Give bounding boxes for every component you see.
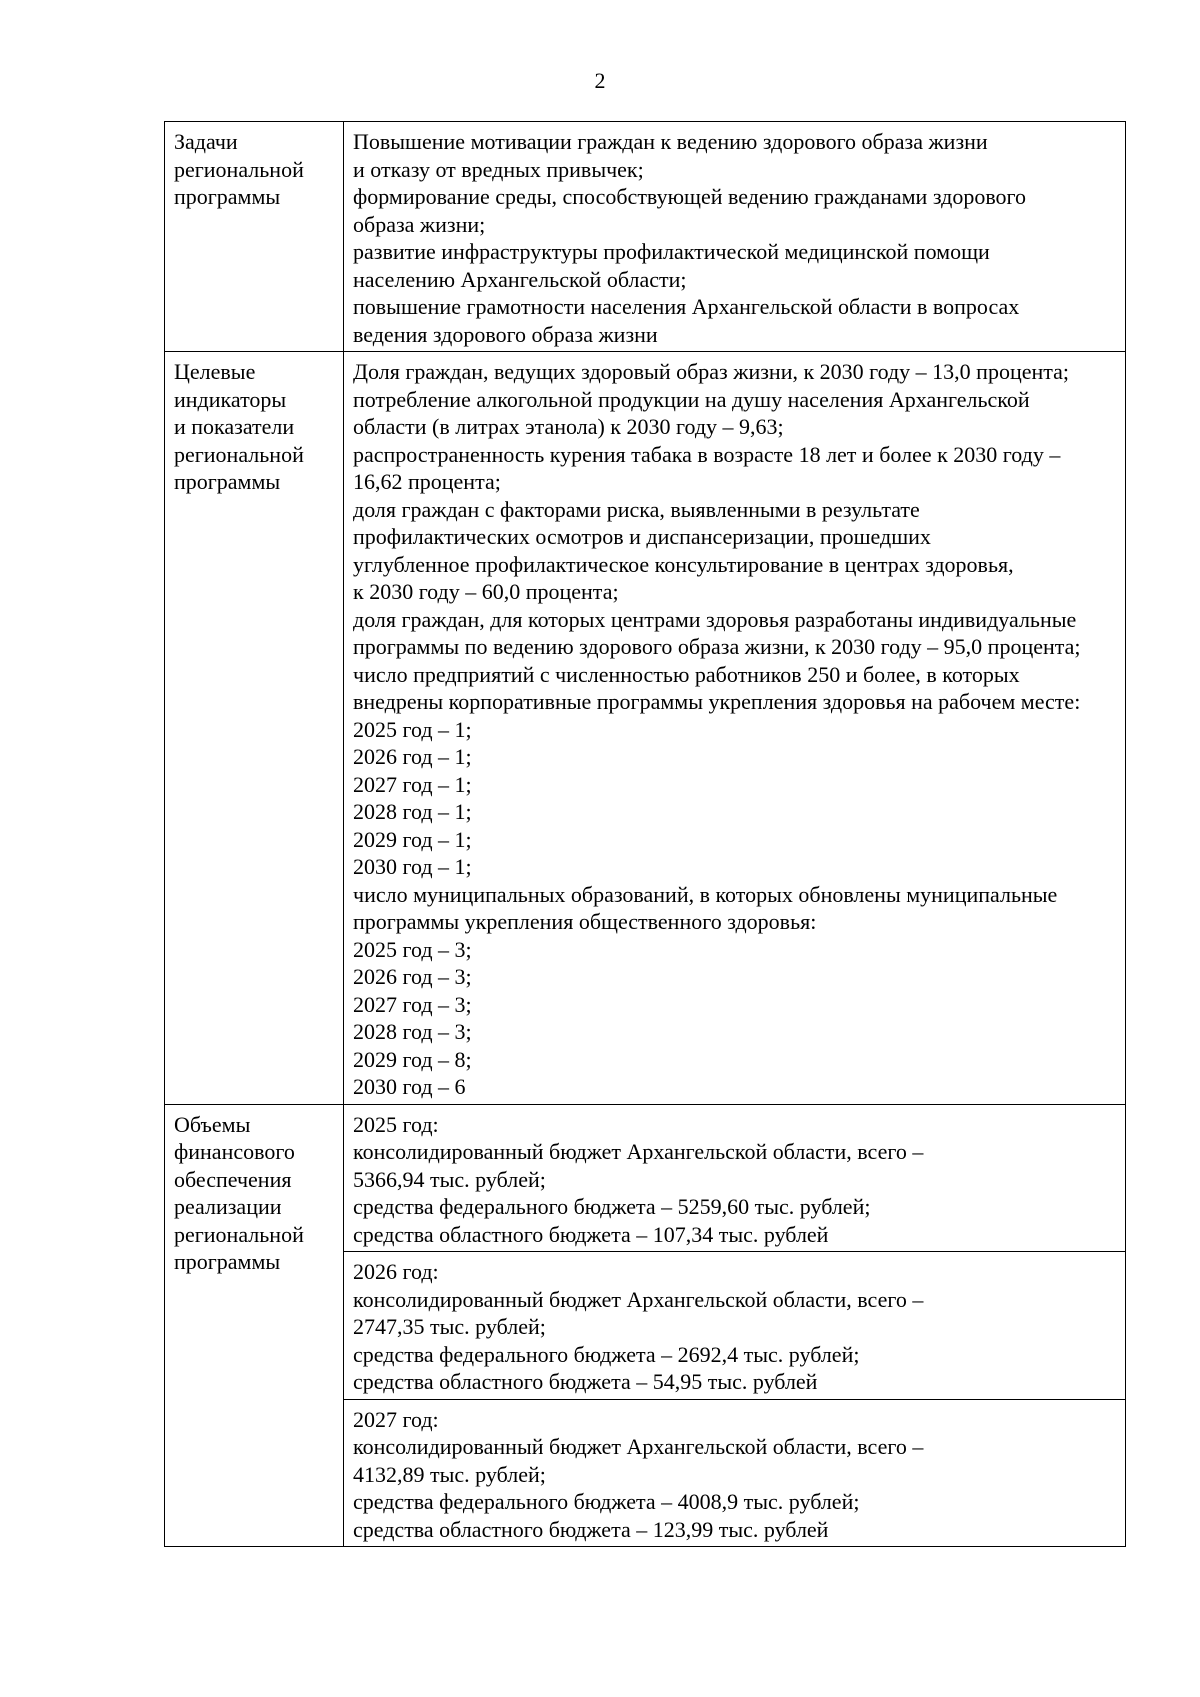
value-line: области (в литрах этанола) к 2030 году – 9,63; (353, 414, 784, 439)
value-line: 2747,35 тыс. рублей; (353, 1314, 546, 1339)
value-line: образа жизни; (353, 211, 486, 237)
value-line: потребление алкогольной продукции на душу населения Архангельской (353, 386, 1030, 412)
row-label-line: Задачи (174, 129, 238, 154)
value-line: 2029 год – 8; (353, 1046, 472, 1072)
row-value-cell (344, 1252, 1126, 1400)
value-line: формирование среды, способствующей ведению гражданами здорового (353, 184, 1027, 209)
value-line: средства федерального бюджета – 5259,60 тыс. рублей; (353, 1194, 871, 1219)
value-line: 2026 год – 3; (353, 964, 472, 989)
value-line: средства федерального бюджета – 4008,9 тыс. рублей; (353, 1489, 860, 1514)
value-line: 2027 год – 3; (353, 991, 472, 1017)
row-value-cell (344, 1399, 1126, 1547)
value-line: 2025 год – 3; (353, 936, 472, 962)
value-line: 2028 год – 3; (353, 1019, 472, 1044)
value-line: доля граждан, для которых центрами здоровья разработаны индивидуальные (353, 606, 1077, 632)
row-label-cell (165, 122, 344, 352)
value-line: консолидированный бюджет Архангельской области, всего – (353, 1139, 924, 1164)
value-line: населению Архангельской области; (353, 266, 687, 292)
value-line: 2027 год – 1; (353, 771, 472, 797)
row-label-line: региональной (174, 441, 304, 467)
value-line: 2029 год – 1; (353, 826, 472, 852)
program-passport-table (164, 121, 1126, 1547)
row-label-line: региональной (174, 1221, 304, 1247)
value-line: Повышение мотивации граждан к ведению здорового образа жизни (353, 129, 988, 154)
value-line: 2025 год – 1; (353, 716, 472, 742)
row-label-line: финансового (174, 1139, 295, 1164)
value-line: Доля граждан, ведущих здоровый образ жизни, к 2030 году – 13,0 процента; (353, 359, 1070, 384)
value-line: 4132,89 тыс. рублей; (353, 1461, 546, 1487)
value-line: ведения здорового образа жизни (353, 321, 658, 347)
value-line: углубленное профилактическое консультирование в центрах здоровья, (353, 551, 1014, 577)
value-line: профилактических осмотров и диспансеризации, прошедших (353, 524, 931, 549)
value-line: и отказу от вредных привычек; (353, 156, 644, 182)
row-label-line: программы (174, 1249, 281, 1274)
value-line: распространенность курения табака в возрасте 18 лет и более к 2030 году – (353, 441, 1061, 467)
value-line: 2030 год – 6 (353, 1074, 466, 1099)
value-line: 5366,94 тыс. рублей; (353, 1166, 546, 1192)
row-label-line: индикаторы (174, 386, 287, 412)
value-line: средства областного бюджета – 54,95 тыс. рублей (353, 1369, 818, 1394)
value-line: доля граждан с факторами риска, выявленными в результате (353, 496, 920, 522)
value-line: программы укрепления общественного здоровья: (353, 909, 817, 934)
row-label-line: реализации (174, 1194, 282, 1219)
row-label-line: программы (174, 184, 281, 209)
value-line: 2030 год – 1; (353, 854, 472, 879)
value-line: консолидированный бюджет Архангельской области, всего – (353, 1286, 924, 1312)
table-row (165, 122, 1126, 352)
page-number: 2 (594, 68, 606, 93)
value-line: 2026 год – 1; (353, 744, 472, 769)
value-line: средства федерального бюджета – 2692,4 тыс. рублей; (353, 1341, 860, 1367)
value-line: средства областного бюджета – 123,99 тыс. рублей (353, 1516, 829, 1542)
passport-table-body (165, 122, 1126, 1547)
value-line: средства областного бюджета – 107,34 тыс. рублей (353, 1221, 829, 1247)
value-line: повышение грамотности населения Архангельской области в вопросах (353, 294, 1020, 319)
value-line: программы по ведению здорового образа жизни, к 2030 году – 95,0 процента; (353, 634, 1081, 659)
value-line: число муниципальных образований, в которых обновлены муниципальные (353, 881, 1058, 907)
table-row (165, 1104, 1126, 1252)
row-label-line: Целевые (174, 359, 256, 384)
value-line: консолидированный бюджет Архангельской области, всего – (353, 1434, 924, 1459)
value-line: 2025 год: (353, 1111, 439, 1137)
row-label-cell (165, 1104, 344, 1547)
row-value-cell (344, 122, 1126, 352)
row-value-cell (344, 352, 1126, 1105)
value-line: внедрены корпоративные программы укрепления здоровья на рабочем месте: (353, 689, 1081, 714)
row-label-line: и показатели (174, 414, 295, 439)
value-line: 2026 год: (353, 1259, 439, 1284)
value-line: развитие инфраструктуры профилактической медицинской помощи (353, 239, 990, 264)
row-label-line: региональной (174, 156, 304, 182)
row-value-cell (344, 1104, 1126, 1252)
value-line: 16,62 процента; (353, 469, 501, 494)
row-label-line: программы (174, 469, 281, 494)
value-line: 2028 год – 1; (353, 799, 472, 824)
table-row (165, 352, 1126, 1105)
value-line: число предприятий с численностью работников 250 и более, в которых (353, 661, 1020, 687)
value-line: к 2030 году – 60,0 процента; (353, 579, 619, 604)
row-label-line: обеспечения (174, 1166, 292, 1192)
row-label-cell (165, 352, 344, 1105)
value-line: 2027 год: (353, 1406, 439, 1432)
row-label-line: Объемы (174, 1111, 251, 1137)
